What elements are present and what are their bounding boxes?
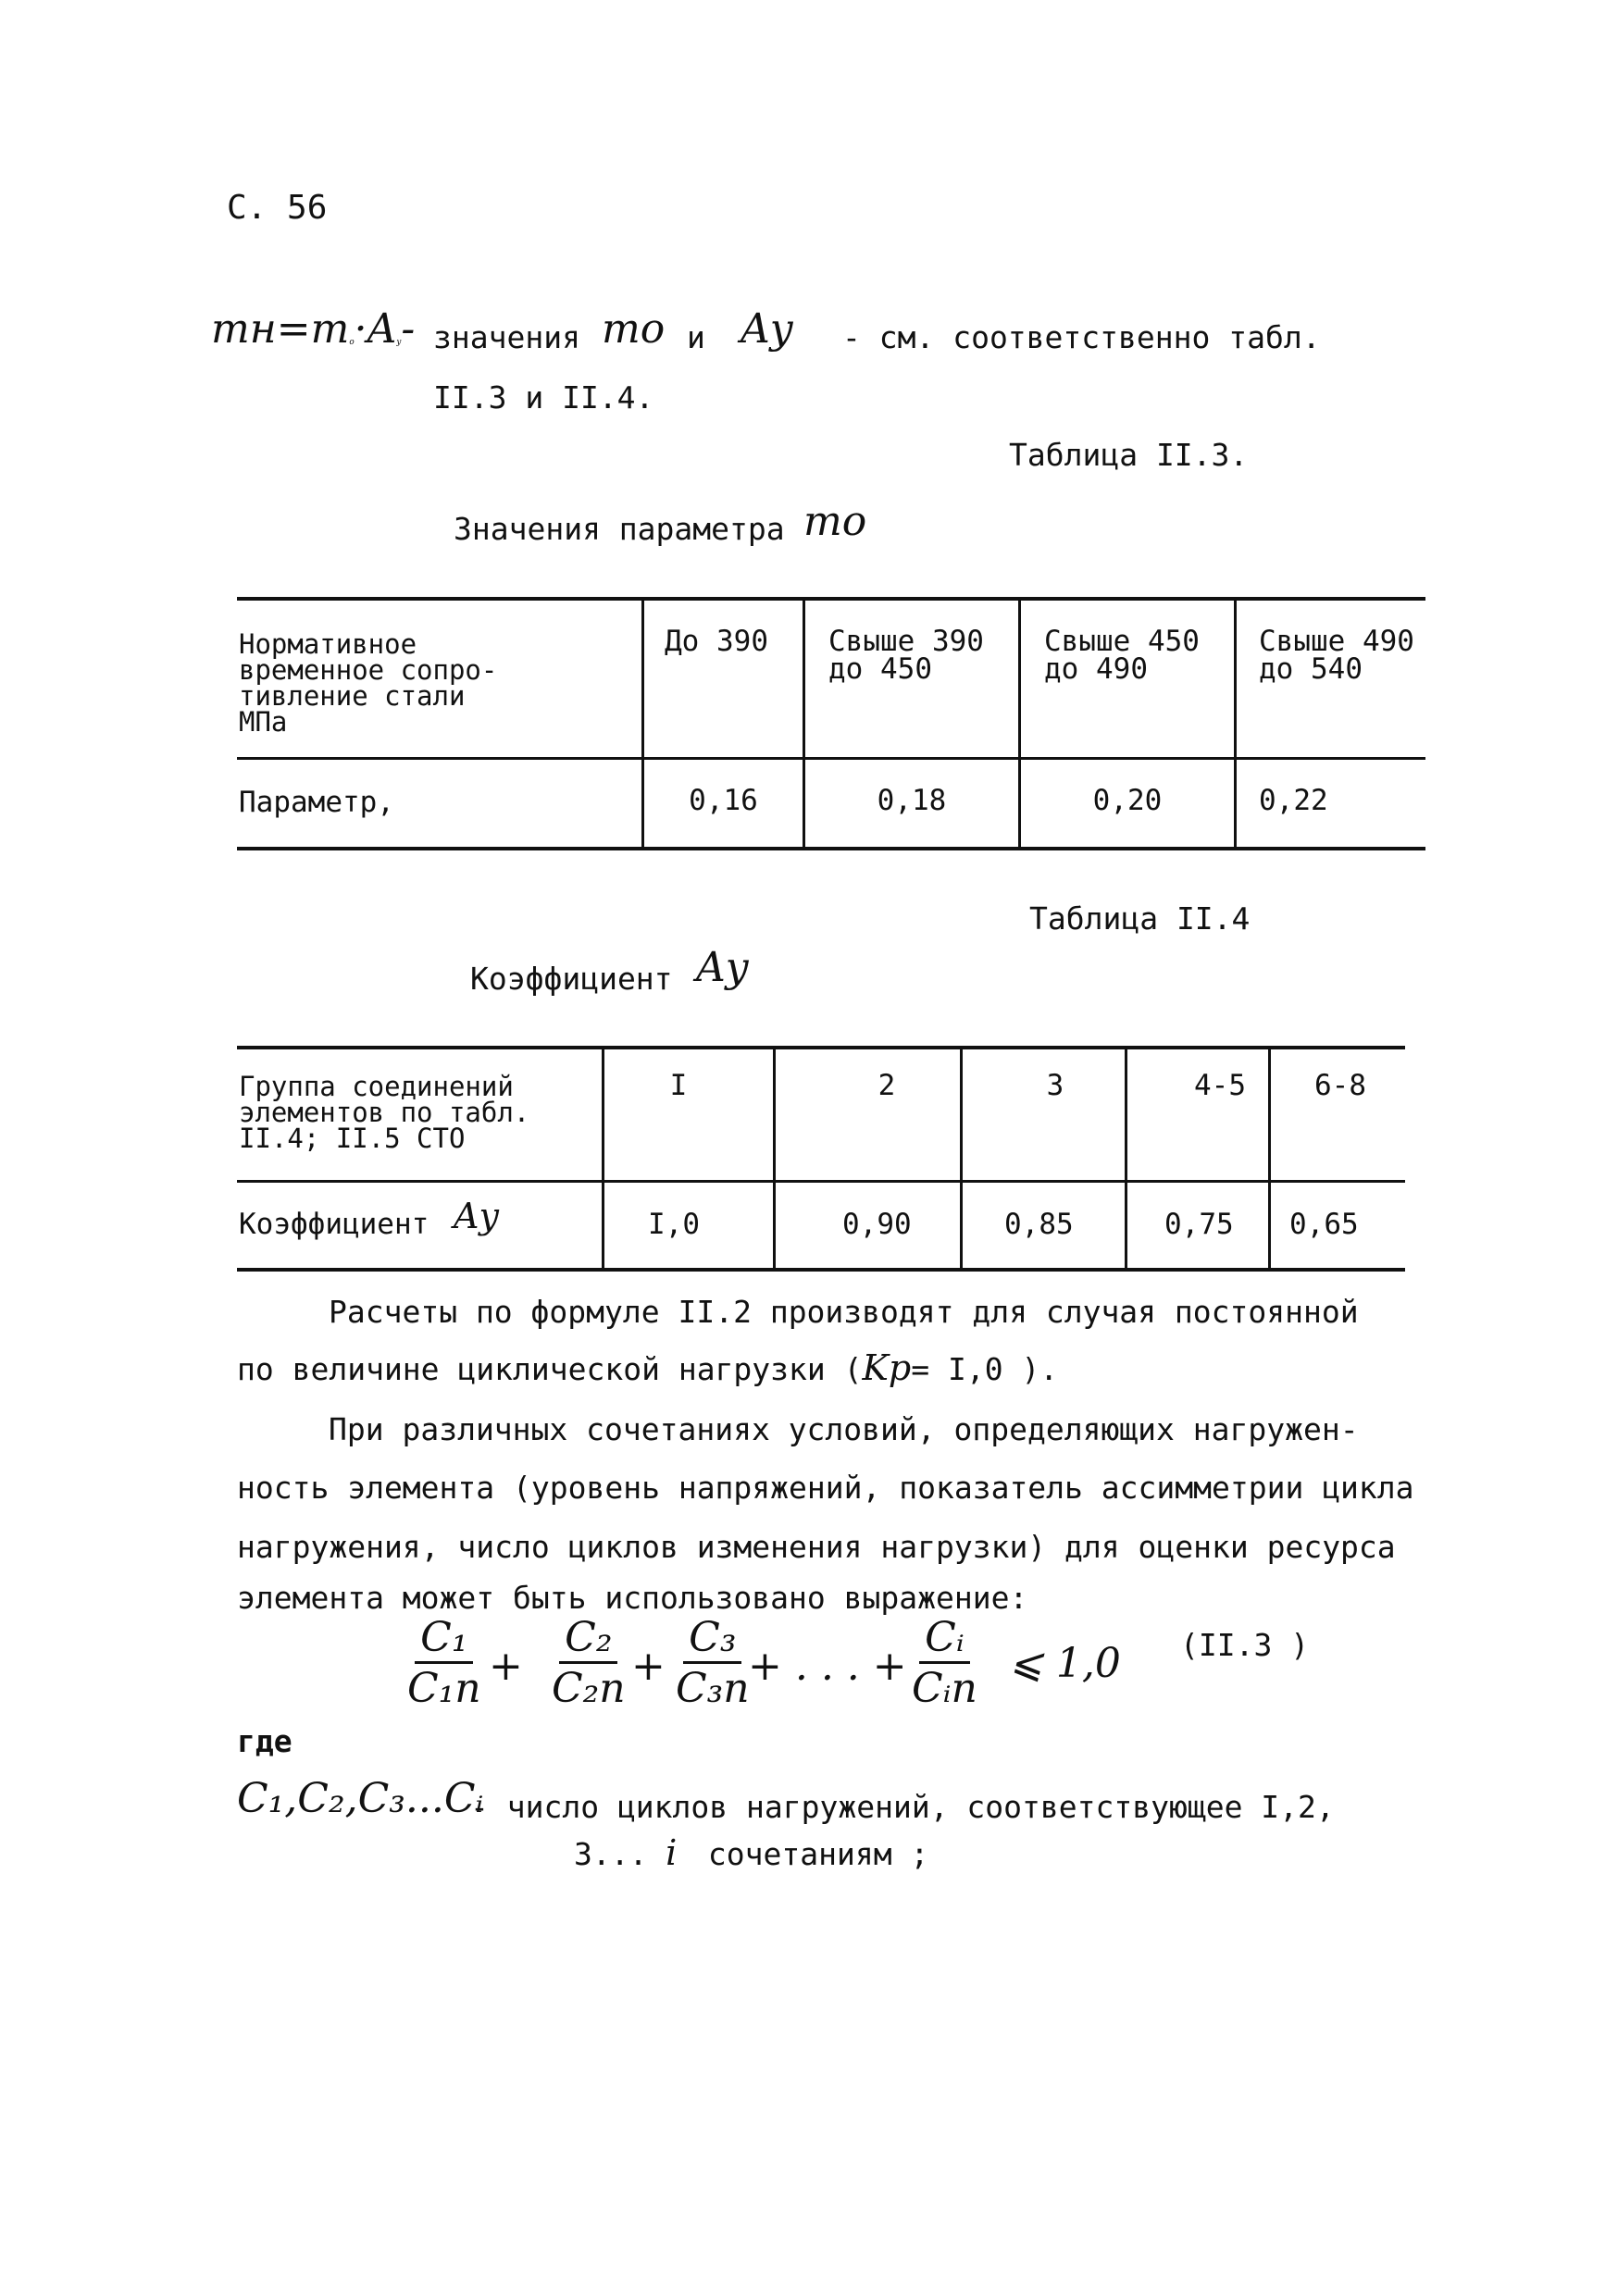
denominator-c2n: C₂n xyxy=(552,1665,626,1712)
table1-header-3: Свыше 450 до 490 xyxy=(1044,625,1200,686)
table2-bottom-rule xyxy=(237,1268,1405,1272)
denominator-c3n: C₃n xyxy=(676,1665,750,1712)
definition-i: i xyxy=(666,1832,678,1873)
formula-dash: - xyxy=(401,305,416,353)
definition-symbols: C₁,C₂,C₃...Cᵢ xyxy=(237,1775,484,1822)
definition-line2 xyxy=(574,1832,928,1873)
table2-value: 0,85 xyxy=(1004,1208,1074,1241)
table1-caption-sym: mо xyxy=(803,498,867,545)
numerator-c1: C₁ xyxy=(415,1615,473,1664)
table1-header-2: Свыше 390 до 450 xyxy=(828,625,984,686)
intro-text1: значения xyxy=(433,319,580,355)
formula-A: A xyxy=(367,305,397,353)
intro-Ay: Aу xyxy=(741,305,794,353)
definition-text: - число циклов нагружений, соответствующее I,2, xyxy=(470,1789,1335,1825)
table1-value: 0,22 xyxy=(1259,784,1328,817)
formula-dot: · xyxy=(354,305,367,353)
definition-text2: сочетаниям ; xyxy=(707,1836,929,1872)
intro-m0: mо xyxy=(602,305,666,353)
table2-header-1: I xyxy=(669,1069,688,1102)
formula-sub0: o xyxy=(349,338,355,348)
where-label: где xyxy=(237,1723,292,1759)
equation-number: (II.3 ) xyxy=(1180,1627,1310,1663)
table2-value: I,0 xyxy=(648,1208,700,1241)
numerator-c2: C₂ xyxy=(559,1615,617,1664)
table1-row-label: Параметр, xyxy=(239,786,394,819)
formula-mn: mн xyxy=(211,305,277,353)
table1-vline-4 xyxy=(1234,597,1237,850)
table1-header-0: Нормативное временное сопро- тивление стали МПа xyxy=(239,628,498,738)
table2-header-3: 3 xyxy=(1046,1069,1064,1102)
para2-line3: нагружения, число циклов изменения нагрузки) для оценки ресурса xyxy=(237,1529,1396,1565)
table2-row-sym: Aу xyxy=(454,1196,500,1236)
table2-value: 0,90 xyxy=(842,1208,912,1241)
intro-formula xyxy=(211,305,415,361)
equation-rhs: ⩽ 1,0 xyxy=(1009,1640,1121,1687)
table2-mid-rule xyxy=(237,1180,1405,1183)
table2-header-2: 2 xyxy=(877,1069,896,1102)
fraction-2 xyxy=(552,1615,626,1714)
intro-and: и xyxy=(687,319,705,355)
ellipsis-plus: + . . . + xyxy=(748,1643,907,1690)
plus-sign: + xyxy=(631,1643,666,1690)
para1-line2-end: = I,0 ). xyxy=(911,1351,1059,1387)
table2-header-5: 6-8 xyxy=(1314,1069,1366,1102)
para2-line1: При различных сочетаниях условий, определяющих нагружен- xyxy=(329,1411,1359,1447)
table1-top-rule xyxy=(237,597,1425,601)
para1-line2 xyxy=(237,1347,1058,1388)
para1-line1: Расчеты по формуле II.2 производят для случая постоянной xyxy=(329,1294,1359,1330)
fraction-i xyxy=(912,1615,977,1714)
table2-value: 0,75 xyxy=(1164,1208,1234,1241)
table2-header-4: 4-5 xyxy=(1194,1069,1246,1102)
numerator-c3: C₃ xyxy=(683,1615,741,1664)
table1-bottom-rule xyxy=(237,847,1425,850)
fraction-1 xyxy=(407,1615,481,1714)
table1-value: 0,20 xyxy=(1092,784,1163,817)
fraction-3 xyxy=(676,1615,750,1714)
table2-header-0: Группа соединений элементов по табл. II.4; II.5 СТО xyxy=(239,1071,530,1154)
definition-3dots: 3... xyxy=(574,1836,648,1872)
para1-line2-text: по величине циклической нагрузки ( xyxy=(237,1351,863,1387)
page-number: С. 56 xyxy=(227,189,328,227)
table1-header-1: До 390 xyxy=(665,625,768,658)
table1-caption: Значения параметра xyxy=(454,511,785,547)
denominator-c1n: C₁n xyxy=(407,1665,481,1712)
table1-value: 0,18 xyxy=(877,784,947,817)
table2-label: Таблица II.4 xyxy=(1029,900,1251,937)
table1-header-4: Свыше 490 до 540 xyxy=(1259,625,1414,686)
plus-sign: + xyxy=(489,1643,523,1690)
table2-caption-sym: Aу xyxy=(696,944,750,991)
para2-line2: ность элемента (уровень напряжений, показатель ассимметрии цикла xyxy=(237,1470,1414,1506)
table2-top-rule xyxy=(237,1046,1405,1049)
kp-symbol: Kp xyxy=(862,1347,912,1388)
table1-mid-rule xyxy=(237,757,1425,760)
table1-label: Таблица II.3. xyxy=(1009,437,1249,473)
table2-caption: Коэффициент xyxy=(470,961,673,997)
formula-y: y xyxy=(396,338,402,348)
intro-text2: - см. соответственно табл. xyxy=(842,319,1321,355)
table2-row-label: Коэффициент xyxy=(239,1208,429,1241)
formula-eq-m: =m xyxy=(276,305,350,353)
para2-line4: элемента может быть использовано выражение: xyxy=(237,1580,1028,1616)
intro-line2: II.3 и II.4. xyxy=(433,379,654,416)
table2-value: 0,65 xyxy=(1289,1208,1359,1241)
table1-value: 0,16 xyxy=(689,784,758,817)
denominator-cin: Cᵢn xyxy=(912,1665,977,1712)
numerator-ci: Cᵢ xyxy=(919,1615,970,1664)
